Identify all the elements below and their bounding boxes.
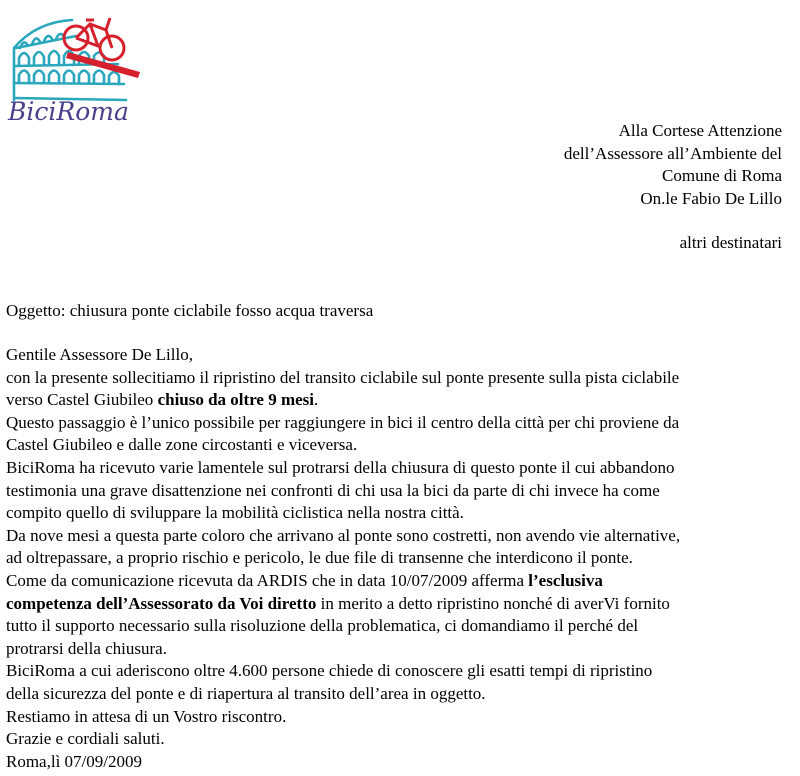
letter-subject: Oggetto: chiusura ponte ciclabile fosso acqua traversa <box>6 301 374 320</box>
biciroma-logo <box>6 8 142 126</box>
other-recipients: altri destinatari <box>679 233 782 252</box>
closing-line: Restiamo in attesa di un Vostro riscontro. <box>6 706 287 726</box>
logo-text: BiciRoma <box>8 97 129 126</box>
paragraph-line: compito quello di sviluppare la mobilità ciclistica nella nostra città. <box>6 503 464 523</box>
paragraph-line: BiciRoma ha ricevuto varie lamentele sul protrarsi della chiusura di questo ponte il cui abbandono <box>6 457 675 477</box>
closing-line: Grazie e cordiali saluti. <box>6 729 165 749</box>
paragraph-line: protrarsi della chiusura. <box>6 638 167 658</box>
recipient-line: dell’Assessore all’Ambiente del <box>563 143 782 163</box>
paragraph-line: con la presente sollecitiamo il ripristino del transito ciclabile sul ponte presente sulla pista ciclabile <box>6 367 680 387</box>
paragraph-line: Castel Giubileo e dalle zone circostanti e viceversa. <box>6 435 358 455</box>
paragraph-line: Da nove mesi a questa parte coloro che arrivano al ponte sono costretti, non avendo vie alternative, <box>6 525 681 545</box>
paragraph-line: della sicurezza del ponte e di riapertura al transito dell’area in oggetto. <box>6 683 486 703</box>
paragraph-line: ad oltrepassare, a proprio rischio e pericolo, le due file di transenne che interdicono il ponte. <box>6 548 633 568</box>
paragraph-line: BiciRoma a cui aderiscono oltre 4.600 persone chiede di conoscere gli esatti tempi di ripristino <box>6 661 653 681</box>
paragraph-line: Come da comunicazione ricevuta da ARDIS che in data 10/07/2009 afferma l’esclusiva <box>6 570 603 590</box>
letter-body <box>6 344 796 773</box>
bold-exclusive: l’esclusiva <box>528 570 603 590</box>
bold-competence: competenza dell’Assessorato da Voi diretto <box>6 593 317 613</box>
letter-date: Roma,lì 07/09/2009 <box>6 751 142 771</box>
paragraph-line: verso Castel Giubileo chiuso da oltre 9 mesi. <box>6 390 319 410</box>
recipient-line: Comune di Roma <box>662 166 782 186</box>
paragraph-line: tutto il supporto necessario sulla risoluzione della problematica, ci domandiamo il perché del <box>6 616 639 636</box>
recipient-address <box>564 120 782 210</box>
paragraph-line: Questo passaggio è l’unico possibile per raggiungere in bici il centro della città per chi proviene da <box>6 412 680 432</box>
recipient-line: On.le Fabio De Lillo <box>640 188 782 208</box>
salutation: Gentile Assessore De Lillo, <box>6 345 193 364</box>
recipient-line: Alla Cortese Attenzione <box>618 121 782 140</box>
bold-closure-duration: chiuso da oltre 9 mesi <box>157 390 315 410</box>
paragraph-line: competenza dell’Assessorato da Voi diretto in merito a detto ripristino nonché di averVi fornito <box>6 593 670 613</box>
colosseum-bike-icon <box>6 8 142 126</box>
paragraph-line: testimonia una grave disattenzione nei confronti di chi usa la bici da parte di chi invece ha come <box>6 480 660 500</box>
